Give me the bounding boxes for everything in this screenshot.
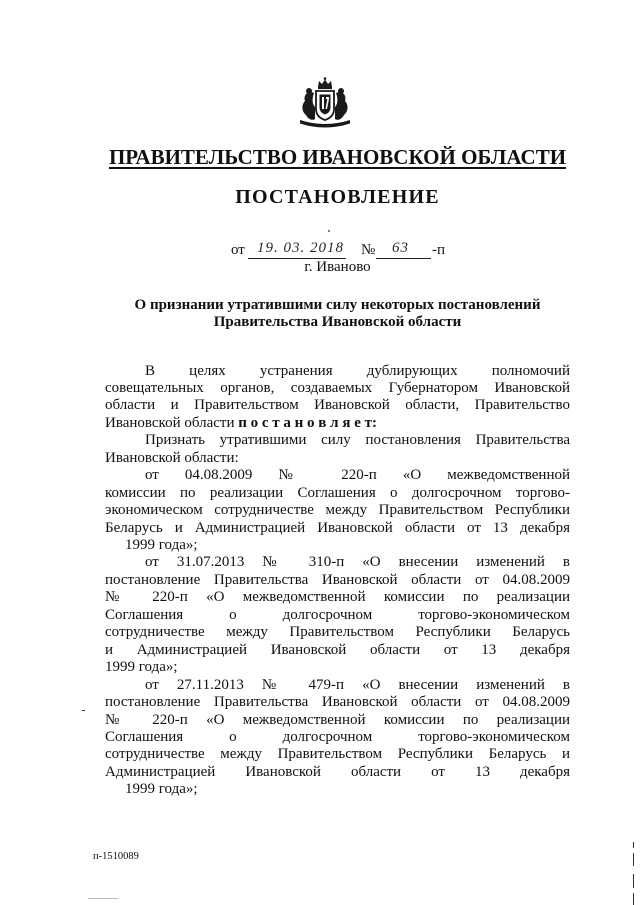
- document-body: [105, 363, 570, 799]
- repealed-act-line: № 220-п «О межведомственной комиссии по реализации: [105, 711, 570, 728]
- title-line: О признании утратившими силу некоторых постановлений: [134, 296, 541, 313]
- repealed-act-line: Беларусь и Администрацией Ивановской области от 13 декабря: [105, 519, 570, 536]
- number-handwritten: 63: [392, 240, 409, 256]
- scan-margin-mark: [633, 893, 634, 905]
- repealed-act-line: Администрацией Ивановской области от 13 декабря: [105, 763, 570, 780]
- repealed-act-line: от 04.08.2009 № 220-п «О межведомственной: [145, 467, 570, 484]
- preamble-closing-text: Ивановской области: [105, 414, 235, 431]
- preamble-line: В целях устранения дублирующих полномочий: [145, 362, 570, 379]
- number-sign: №: [361, 242, 376, 258]
- repealed-act-line: экономическом сотрудничестве между Правительством Республики: [105, 502, 570, 519]
- scan-margin-mark: [88, 898, 118, 899]
- scan-margin-mark: [633, 842, 634, 848]
- repealed-act-line: комиссии по реализации Соглашения о долгосрочном торгово-: [105, 484, 570, 501]
- resolution-line: Ивановской области:: [105, 449, 239, 466]
- repealed-act-line: и Администрацией Ивановской области от 13 декабря: [105, 641, 570, 658]
- repealed-act-line: от 27.11.2013 № 479-п «О внесении изменений в: [145, 676, 570, 693]
- repealed-act-line: Соглашения о долгосрочном торгово-экономическом: [105, 729, 570, 746]
- repealed-act-line: постановление Правительства Ивановской области от 04.08.2009: [105, 694, 570, 711]
- city-line: г. Иваново: [304, 259, 371, 275]
- number-suffix: -п: [432, 242, 446, 258]
- scan-speck: [328, 230, 330, 232]
- repealed-act-item: [105, 554, 570, 676]
- scan-margin-mark: [633, 874, 634, 888]
- decree-verb: п о с т а н о в л я е т:: [238, 414, 377, 431]
- resolution-line: Признать утратившими силу постановления Правительства: [145, 432, 570, 449]
- preamble-line: совещательных органов, создаваемых Губернатором Ивановской: [105, 379, 570, 396]
- preamble-paragraph: [105, 363, 570, 433]
- repealed-act-line: № 220-п «О межведомственной комиссии по реализации: [105, 589, 570, 606]
- resolution-paragraph: [105, 432, 570, 467]
- preamble-line: области и Правительством Ивановской области, Правительство: [105, 397, 570, 414]
- scan-margin-mark: [633, 853, 634, 866]
- date-handwritten: 19. 03. 2018: [257, 240, 344, 256]
- coat-of-arms-emblem: [294, 77, 356, 131]
- repealed-act-line: 1999 года»;: [125, 781, 198, 798]
- repealed-act-item: [105, 677, 570, 799]
- repealed-act-line: сотрудничестве между Правительством Республики Беларусь: [105, 624, 570, 641]
- repealed-act-item: [105, 467, 570, 554]
- repealed-act-line: постановление Правительства Ивановской области от 04.08.2009: [105, 571, 570, 588]
- repealed-act-line: 1999 года»;: [125, 537, 198, 554]
- preamble-closing-line: [105, 415, 570, 432]
- repealed-act-line: сотрудничестве между Правительством Республики Беларусь и: [105, 746, 570, 763]
- repealed-act-line: от 31.07.2013 № 310-п «О внесении изменений в: [145, 554, 570, 571]
- organization-heading: ПРАВИТЕЛЬСТВО ИВАНОВСКОЙ ОБЛАСТИ: [108, 145, 567, 169]
- repealed-act-line: Соглашения о долгосрочном торгово-экономическом: [105, 606, 570, 623]
- document-title: [105, 297, 570, 331]
- date-prefix: от: [231, 242, 245, 258]
- document-code: п-1510089: [93, 851, 139, 862]
- repealed-act-line: 1999 года»;: [105, 659, 178, 676]
- scan-margin-mark: [82, 710, 85, 711]
- title-line: Правительства Ивановской области: [213, 313, 462, 330]
- document-type-heading: ПОСТАНОВЛЕНИЕ: [235, 186, 440, 208]
